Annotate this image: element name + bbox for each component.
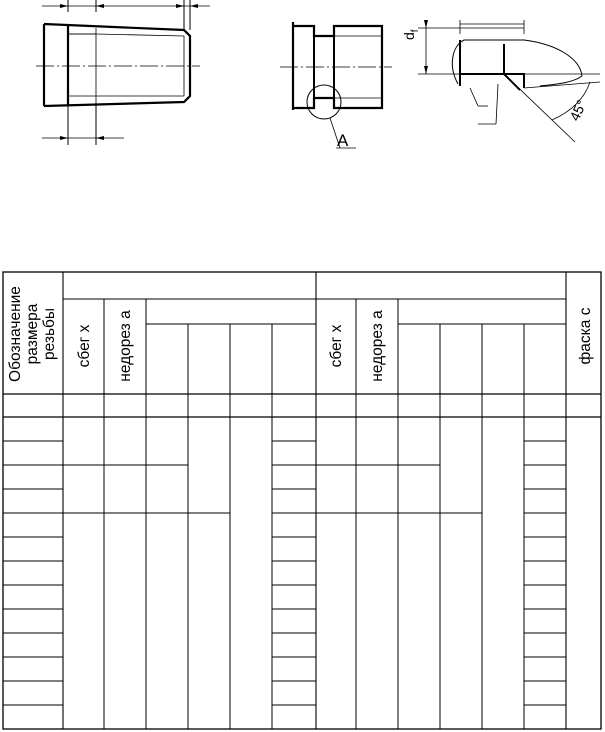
figure-detail-a — [401, 20, 600, 142]
header-left-runout: сбег x — [76, 324, 93, 368]
detail-label-a: A — [337, 131, 349, 150]
angle-label: 45° — [566, 97, 590, 124]
dimension-df-label: $d_f$ — [401, 29, 421, 40]
figure-external-thread — [36, 0, 210, 145]
header-designation-line2: размера — [24, 303, 41, 365]
header-designation-line3: резьбы — [41, 307, 58, 361]
thread-table — [3, 272, 601, 729]
header-right-undercut: недорез a — [369, 310, 386, 382]
header-right-runout: сбег x — [328, 324, 345, 368]
figure-undercut — [280, 22, 392, 150]
header-left-undercut: недорез a — [117, 310, 134, 382]
header-chamfer: фаска c — [577, 307, 594, 365]
header-designation-line1: Обозначение — [7, 286, 24, 382]
